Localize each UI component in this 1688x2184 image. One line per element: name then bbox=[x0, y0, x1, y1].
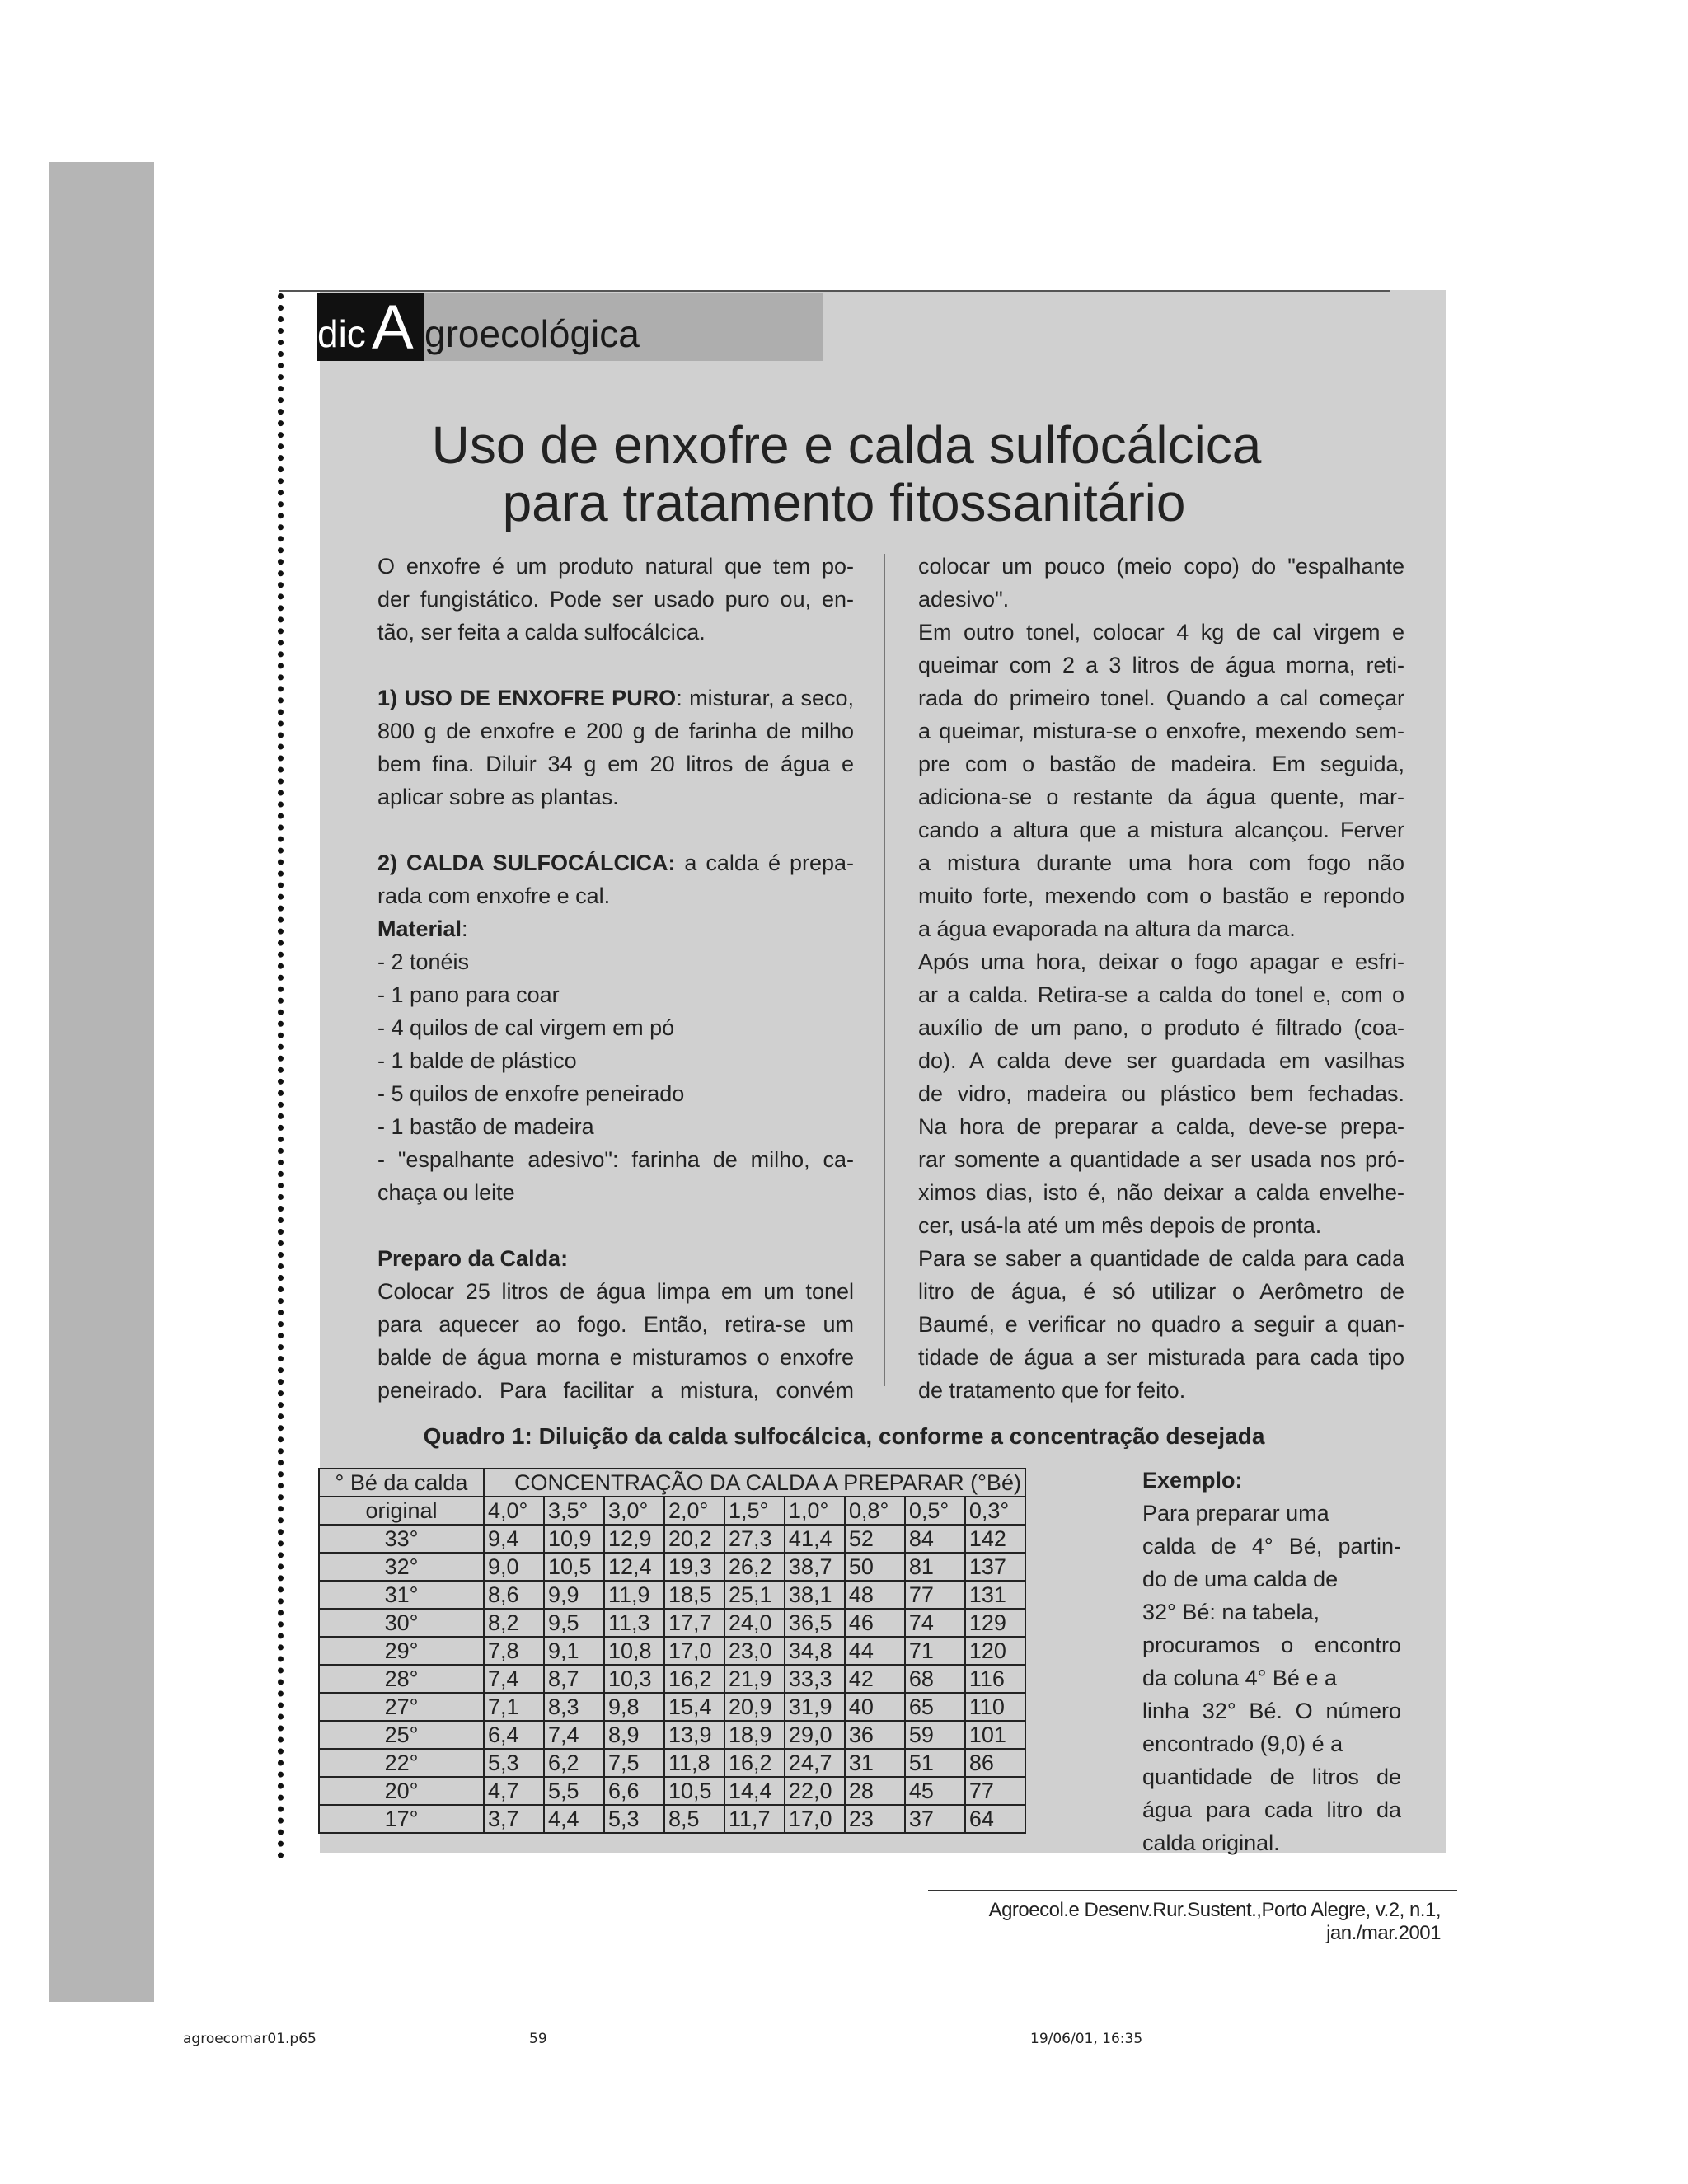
table-header-row bbox=[319, 1469, 1025, 1497]
left-column-line bbox=[377, 1341, 854, 1374]
table-cell: 10,3 bbox=[604, 1665, 664, 1693]
right-column-text-run: a queimar, mistura-se o enxofre, mexendo sem- bbox=[918, 719, 1404, 743]
left-column-line bbox=[377, 1077, 854, 1110]
left-column-line bbox=[377, 846, 854, 879]
right-column-text-run: adiciona-se o restante da água quente, mar- bbox=[918, 785, 1404, 809]
table-cell: 38,1 bbox=[785, 1581, 845, 1609]
table-cell: 120 bbox=[965, 1637, 1025, 1665]
article-title-line-2: para tratamento fitossanitário bbox=[502, 473, 1186, 532]
right-column-line bbox=[918, 1308, 1404, 1341]
table-cell: 9,8 bbox=[604, 1693, 664, 1721]
right-column-text-run: a água evaporada na altura da marca. bbox=[918, 916, 1296, 941]
left-column-text-run: - "espalhante adesivo": farinha de milho, ca- bbox=[377, 1147, 854, 1172]
right-column-text-run: queimar com 2 a 3 litros de água morna, reti- bbox=[918, 653, 1404, 677]
column-header: 4,0° bbox=[484, 1497, 544, 1525]
table-cell: 4,7 bbox=[484, 1777, 544, 1805]
left-column-line bbox=[377, 780, 854, 813]
right-column-line bbox=[918, 1143, 1404, 1176]
left-column bbox=[377, 550, 854, 1407]
table-cell: 11,8 bbox=[664, 1749, 724, 1777]
table-cell: 137 bbox=[965, 1553, 1025, 1581]
left-column-line bbox=[377, 748, 854, 780]
left-column-text-run: - 1 pano para coar bbox=[377, 982, 560, 1007]
right-column-text-run: Após uma hora, deixar o fogo apagar e esfri- bbox=[918, 949, 1404, 974]
table-cell: 23 bbox=[845, 1805, 905, 1833]
table-cell: 7,4 bbox=[544, 1721, 604, 1749]
table-cell: 34,8 bbox=[785, 1637, 845, 1665]
column-header: 1,5° bbox=[724, 1497, 785, 1525]
left-column-text-run: - 1 bastão de madeira bbox=[377, 1114, 594, 1139]
section-header-rest: groecológica bbox=[424, 312, 640, 355]
column-header: 0,3° bbox=[965, 1497, 1025, 1525]
left-column-text-run: - 2 tonéis bbox=[377, 949, 470, 974]
table-cell: 16,2 bbox=[724, 1749, 785, 1777]
table-cell: 21,9 bbox=[724, 1665, 785, 1693]
table-cell: 4,4 bbox=[544, 1805, 604, 1833]
right-column-line bbox=[918, 1374, 1404, 1407]
right-column-text-run: muito forte, mexendo com o bastão e repondo bbox=[918, 883, 1404, 908]
table-cell: 71 bbox=[905, 1637, 965, 1665]
left-column-line bbox=[377, 1011, 854, 1044]
left-column-text-run: bem fina. Diluir 34 g em 20 litros de água e bbox=[377, 752, 854, 776]
table-cell: 40 bbox=[845, 1693, 905, 1721]
example-line: 32° Bé: na tabela, bbox=[1142, 1600, 1320, 1624]
left-column-text-run: O enxofre é um produto natural que tem po- bbox=[377, 554, 854, 579]
column-divider bbox=[884, 554, 885, 1386]
table-cell: 17,7 bbox=[664, 1609, 724, 1637]
row-header-subtitle: original bbox=[319, 1497, 484, 1525]
right-column-line bbox=[918, 1209, 1404, 1242]
table-cell: 131 bbox=[965, 1581, 1025, 1609]
table-cell: 116 bbox=[965, 1665, 1025, 1693]
table-cell: 8,3 bbox=[544, 1693, 604, 1721]
left-column-bold-run: Preparo da Calda: bbox=[377, 1246, 569, 1271]
table-cell: 7,1 bbox=[484, 1693, 544, 1721]
slug-filename: agroecomar01.p65 bbox=[183, 2031, 316, 2047]
table-cell: 20,9 bbox=[724, 1693, 785, 1721]
example-line: da coluna 4° Bé e a bbox=[1142, 1666, 1337, 1690]
table-cell: 38,7 bbox=[785, 1553, 845, 1581]
column-header: 3,0° bbox=[604, 1497, 664, 1525]
table-cell: 37 bbox=[905, 1805, 965, 1833]
table-cell: 9,5 bbox=[544, 1609, 604, 1637]
right-column-line bbox=[918, 583, 1404, 616]
table-cell: 45 bbox=[905, 1777, 965, 1805]
table-cell: 11,7 bbox=[724, 1805, 785, 1833]
left-column-bold-run: 1) USO DE ENXOFRE PURO bbox=[377, 686, 677, 710]
left-column-line bbox=[377, 1275, 854, 1308]
table-cell: 8,2 bbox=[484, 1609, 544, 1637]
left-column-line bbox=[377, 715, 854, 748]
example-line: procuramos o encontro bbox=[1142, 1633, 1401, 1657]
right-column-line bbox=[918, 1242, 1404, 1275]
right-column-text-run: Em outro tonel, colocar 4 kg de cal virgem e bbox=[918, 620, 1404, 644]
table-cell: 9,4 bbox=[484, 1525, 544, 1553]
right-column bbox=[918, 550, 1404, 1407]
example-box bbox=[1142, 1464, 1401, 1859]
left-column-text-run: aplicar sobre as plantas. bbox=[377, 785, 619, 809]
right-column-line bbox=[918, 846, 1404, 879]
journal-citation: Agroecol.e Desenv.Rur.Sustent.,Porto Alegre, v.2, n.1, jan./mar.2001 bbox=[988, 1899, 1441, 1944]
table-cell: 27,3 bbox=[724, 1525, 785, 1553]
table-cell: 5,3 bbox=[604, 1805, 664, 1833]
left-column-text-run: para aquecer ao fogo. Então, retira-se um bbox=[377, 1312, 854, 1337]
table-cell: 3,7 bbox=[484, 1805, 544, 1833]
table-cell: 74 bbox=[905, 1609, 965, 1637]
table-row bbox=[319, 1609, 1025, 1637]
row-label: 29° bbox=[319, 1637, 484, 1665]
table-cell: 86 bbox=[965, 1749, 1025, 1777]
example-line: calda original. bbox=[1142, 1830, 1280, 1855]
right-column-line bbox=[918, 1110, 1404, 1143]
row-header-title: ° Bé da calda bbox=[319, 1469, 484, 1497]
left-column-text-run: der fungistático. Pode ser usado puro ou, en- bbox=[377, 587, 854, 612]
right-column-text-run: de tratamento que for feito. bbox=[918, 1378, 1186, 1403]
table-cell: 110 bbox=[965, 1693, 1025, 1721]
slug-page-number: 59 bbox=[529, 2031, 547, 2047]
right-column-line bbox=[918, 879, 1404, 912]
left-column-line bbox=[377, 1143, 854, 1176]
table-row bbox=[319, 1805, 1025, 1833]
example-line: Para preparar uma bbox=[1142, 1501, 1329, 1526]
right-column-text-run: Na hora de preparar a calda, deve-se prepa- bbox=[918, 1114, 1404, 1139]
left-column-line bbox=[377, 550, 854, 583]
table-row bbox=[319, 1665, 1025, 1693]
right-column-text-run: cando a altura que a mistura alcançou. Ferver bbox=[918, 818, 1404, 842]
left-column-line bbox=[377, 682, 854, 715]
left-column-line bbox=[377, 1242, 854, 1275]
table-cell: 46 bbox=[845, 1609, 905, 1637]
left-column-text-run: - 1 balde de plástico bbox=[377, 1048, 577, 1073]
example-line: do de uma calda de bbox=[1142, 1567, 1339, 1591]
right-column-text-run: Para se saber a quantidade de calda para cada bbox=[918, 1246, 1404, 1271]
row-label: 25° bbox=[319, 1721, 484, 1749]
right-column-line bbox=[918, 780, 1404, 813]
row-label: 32° bbox=[319, 1553, 484, 1581]
right-column-line bbox=[918, 1341, 1404, 1374]
left-column-line bbox=[377, 616, 854, 649]
table-column-header-row bbox=[319, 1497, 1025, 1525]
table-cell: 8,7 bbox=[544, 1665, 604, 1693]
table-cell: 84 bbox=[905, 1525, 965, 1553]
example-line: linha 32° Bé. O número bbox=[1142, 1699, 1401, 1723]
example-line: calda de 4° Bé, partin- bbox=[1142, 1534, 1401, 1558]
right-column-text-run: colocar um pouco (meio copo) do "espalhante bbox=[918, 554, 1404, 579]
table-cell: 7,4 bbox=[484, 1665, 544, 1693]
table-cell: 5,3 bbox=[484, 1749, 544, 1777]
table-cell: 68 bbox=[905, 1665, 965, 1693]
right-column-text-run: tidade de água a ser misturada para cada tipo bbox=[918, 1345, 1404, 1370]
left-column-line bbox=[377, 1209, 854, 1242]
left-column-text-run: chaça ou leite bbox=[377, 1180, 515, 1205]
slug-date: 19/06/01, 16:35 bbox=[1030, 2031, 1143, 2047]
column-header: 1,0° bbox=[785, 1497, 845, 1525]
table-cell: 11,9 bbox=[604, 1581, 664, 1609]
table-row bbox=[319, 1721, 1025, 1749]
left-column-text-run: - 4 quilos de cal virgem em pó bbox=[377, 1015, 675, 1040]
example-title: Exemplo: bbox=[1142, 1468, 1243, 1493]
section-header-prefix: dic bbox=[317, 312, 366, 355]
table-cell: 18,5 bbox=[664, 1581, 724, 1609]
table-cell: 22,0 bbox=[785, 1777, 845, 1805]
right-column-line bbox=[918, 1011, 1404, 1044]
example-line: água para cada litro da bbox=[1142, 1797, 1401, 1822]
column-header: 3,5° bbox=[544, 1497, 604, 1525]
left-column-text-run: : misturar, a seco, bbox=[676, 686, 855, 710]
left-column-line bbox=[377, 583, 854, 616]
table-cell: 77 bbox=[965, 1777, 1025, 1805]
table-cell: 6,6 bbox=[604, 1777, 664, 1805]
row-label: 20° bbox=[319, 1777, 484, 1805]
example-line: encontrado (9,0) é a bbox=[1142, 1732, 1343, 1756]
table-caption: Quadro 1: Diluição da calda sulfocálcica, conforme a concentração desejada bbox=[423, 1423, 1265, 1449]
right-column-line bbox=[918, 1275, 1404, 1308]
left-column-line bbox=[377, 879, 854, 912]
row-label: 17° bbox=[319, 1805, 484, 1833]
table-cell: 10,5 bbox=[664, 1777, 724, 1805]
table-cell: 19,3 bbox=[664, 1553, 724, 1581]
table-cell: 65 bbox=[905, 1693, 965, 1721]
row-label: 30° bbox=[319, 1609, 484, 1637]
group-header: CONCENTRAÇÃO DA CALDA A PREPARAR (°Bé) bbox=[484, 1469, 1025, 1497]
right-column-line bbox=[918, 945, 1404, 978]
left-column-line bbox=[377, 1308, 854, 1341]
left-column-line bbox=[377, 1044, 854, 1077]
table-cell: 44 bbox=[845, 1637, 905, 1665]
left-column-line bbox=[377, 912, 854, 945]
right-column-text-run: do). A calda deve ser guardada em vasilhas bbox=[918, 1048, 1404, 1073]
table-cell: 36 bbox=[845, 1721, 905, 1749]
right-column-line bbox=[918, 978, 1404, 1011]
table-cell: 26,2 bbox=[724, 1553, 785, 1581]
table-cell: 59 bbox=[905, 1721, 965, 1749]
right-column-text-run: litro de água, é só utilizar o Aerômetro de bbox=[918, 1279, 1404, 1304]
table-cell: 25,1 bbox=[724, 1581, 785, 1609]
table-cell: 31 bbox=[845, 1749, 905, 1777]
table-cell: 28 bbox=[845, 1777, 905, 1805]
right-column-line bbox=[918, 748, 1404, 780]
top-rule bbox=[279, 290, 1390, 292]
table-row bbox=[319, 1693, 1025, 1721]
table-cell: 9,0 bbox=[484, 1553, 544, 1581]
row-label: 22° bbox=[319, 1749, 484, 1777]
right-column-text-run: pre com o bastão de madeira. Em seguida, bbox=[918, 752, 1404, 776]
left-column-line bbox=[377, 649, 854, 682]
article-title-line-1: Uso de enxofre e calda sulfocálcica bbox=[431, 415, 1262, 475]
table-cell: 77 bbox=[905, 1581, 965, 1609]
right-column-line bbox=[918, 616, 1404, 649]
right-column-text-run: rar somente a quantidade a ser usada nos pró- bbox=[918, 1147, 1404, 1172]
table-cell: 7,5 bbox=[604, 1749, 664, 1777]
left-column-text-run: Colocar 25 litros de água limpa em um tonel bbox=[377, 1279, 854, 1304]
section-header-letter: A bbox=[372, 293, 414, 363]
table-cell: 33,3 bbox=[785, 1665, 845, 1693]
left-column-line bbox=[377, 1374, 854, 1407]
right-column-text-run: adesivo". bbox=[918, 587, 1010, 612]
right-column-text-run: ar a calda. Retira-se a calda do tonel e, com o bbox=[918, 982, 1404, 1007]
left-column-bold-run: Material bbox=[377, 916, 462, 941]
row-label: 27° bbox=[319, 1693, 484, 1721]
table-cell: 142 bbox=[965, 1525, 1025, 1553]
right-column-line bbox=[918, 550, 1404, 583]
column-header: 0,8° bbox=[845, 1497, 905, 1525]
column-header: 0,5° bbox=[905, 1497, 965, 1525]
table-cell: 9,1 bbox=[544, 1637, 604, 1665]
left-column-text-run: 800 g de enxofre e 200 g de farinha de milho bbox=[377, 719, 854, 743]
table-cell: 51 bbox=[905, 1749, 965, 1777]
table-row bbox=[319, 1749, 1025, 1777]
right-column-line bbox=[918, 1044, 1404, 1077]
table-cell: 10,8 bbox=[604, 1637, 664, 1665]
table-cell: 6,4 bbox=[484, 1721, 544, 1749]
table-cell: 81 bbox=[905, 1553, 965, 1581]
column-header: 2,0° bbox=[664, 1497, 724, 1525]
left-column-text-run: - 5 quilos de enxofre peneirado bbox=[377, 1081, 685, 1106]
table-cell: 17,0 bbox=[664, 1637, 724, 1665]
right-column-text-run: rada do primeiro tonel. Quando a cal começar bbox=[918, 686, 1404, 710]
table-cell: 52 bbox=[845, 1525, 905, 1553]
left-column-line bbox=[377, 1110, 854, 1143]
table-cell: 50 bbox=[845, 1553, 905, 1581]
table-cell: 8,6 bbox=[484, 1581, 544, 1609]
table-cell: 14,4 bbox=[724, 1777, 785, 1805]
dilution-table bbox=[318, 1468, 1026, 1834]
right-column-text-run: Baumé, e verificar no quadro a seguir a quan- bbox=[918, 1312, 1404, 1337]
table-cell: 31,9 bbox=[785, 1693, 845, 1721]
left-column-text-run: a calda é prepa- bbox=[675, 851, 854, 875]
left-column-line bbox=[377, 1176, 854, 1209]
table-cell: 41,4 bbox=[785, 1525, 845, 1553]
table-cell: 29,0 bbox=[785, 1721, 845, 1749]
table-cell: 12,4 bbox=[604, 1553, 664, 1581]
table-row bbox=[319, 1777, 1025, 1805]
row-label: 33° bbox=[319, 1525, 484, 1553]
table-row bbox=[319, 1637, 1025, 1665]
left-column-bold-run: 2) CALDA SULFOCÁLCICA: bbox=[377, 851, 676, 875]
table-cell: 11,3 bbox=[604, 1609, 664, 1637]
table-row bbox=[319, 1525, 1025, 1553]
right-column-text-run: ximos dias, isto é, não deixar a calda envelhe- bbox=[918, 1180, 1404, 1205]
right-column-line bbox=[918, 912, 1404, 945]
right-column-text-run: cer, usá-la até um mês depois de pronta. bbox=[918, 1213, 1322, 1238]
right-column-line bbox=[918, 715, 1404, 748]
table-cell: 48 bbox=[845, 1581, 905, 1609]
example-line: quantidade de litros de bbox=[1142, 1765, 1401, 1789]
table-cell: 10,9 bbox=[544, 1525, 604, 1553]
table-cell: 6,2 bbox=[544, 1749, 604, 1777]
right-column-text-run: de vidro, madeira ou plástico bem fechadas. bbox=[918, 1081, 1404, 1106]
row-label: 31° bbox=[319, 1581, 484, 1609]
left-column-text-run: peneirado. Para facilitar a mistura, convém bbox=[377, 1378, 854, 1403]
table-cell: 36,5 bbox=[785, 1609, 845, 1637]
right-column-line bbox=[918, 813, 1404, 846]
table-cell: 9,9 bbox=[544, 1581, 604, 1609]
table-row bbox=[319, 1553, 1025, 1581]
footer-rule bbox=[928, 1890, 1457, 1891]
table-cell: 7,8 bbox=[484, 1637, 544, 1665]
table-cell: 20,2 bbox=[664, 1525, 724, 1553]
table-row bbox=[319, 1581, 1025, 1609]
table-cell: 16,2 bbox=[664, 1665, 724, 1693]
table-cell: 17,0 bbox=[785, 1805, 845, 1833]
right-column-text-run: auxílio de um pano, o produto é filtrado (coa- bbox=[918, 1015, 1404, 1040]
table-cell: 8,5 bbox=[664, 1805, 724, 1833]
right-column-line bbox=[918, 1176, 1404, 1209]
left-column-line bbox=[377, 813, 854, 846]
left-column-line bbox=[377, 945, 854, 978]
left-column-text-run: rada com enxofre e cal. bbox=[377, 883, 611, 908]
left-column-line bbox=[377, 978, 854, 1011]
table-cell: 15,4 bbox=[664, 1693, 724, 1721]
right-column-line bbox=[918, 682, 1404, 715]
left-column-text-run: : bbox=[462, 916, 468, 941]
row-label: 28° bbox=[319, 1665, 484, 1693]
table-cell: 13,9 bbox=[664, 1721, 724, 1749]
table-cell: 129 bbox=[965, 1609, 1025, 1637]
table-cell: 8,9 bbox=[604, 1721, 664, 1749]
right-column-line bbox=[918, 649, 1404, 682]
left-column-text-run: tão, ser feita a calda sulfocálcica. bbox=[377, 620, 706, 644]
table-cell: 10,5 bbox=[544, 1553, 604, 1581]
table-cell: 24,0 bbox=[724, 1609, 785, 1637]
table-cell: 18,9 bbox=[724, 1721, 785, 1749]
table-cell: 64 bbox=[965, 1805, 1025, 1833]
left-column-text-run: balde de água morna e misturamos o enxofre bbox=[377, 1345, 854, 1370]
right-column-text-run: a mistura durante uma hora com fogo não bbox=[918, 851, 1404, 875]
table-cell: 24,7 bbox=[785, 1749, 845, 1777]
table-cell: 5,5 bbox=[544, 1777, 604, 1805]
table-cell: 101 bbox=[965, 1721, 1025, 1749]
table-cell: 12,9 bbox=[604, 1525, 664, 1553]
right-column-line bbox=[918, 1077, 1404, 1110]
table-cell: 23,0 bbox=[724, 1637, 785, 1665]
table-cell: 42 bbox=[845, 1665, 905, 1693]
